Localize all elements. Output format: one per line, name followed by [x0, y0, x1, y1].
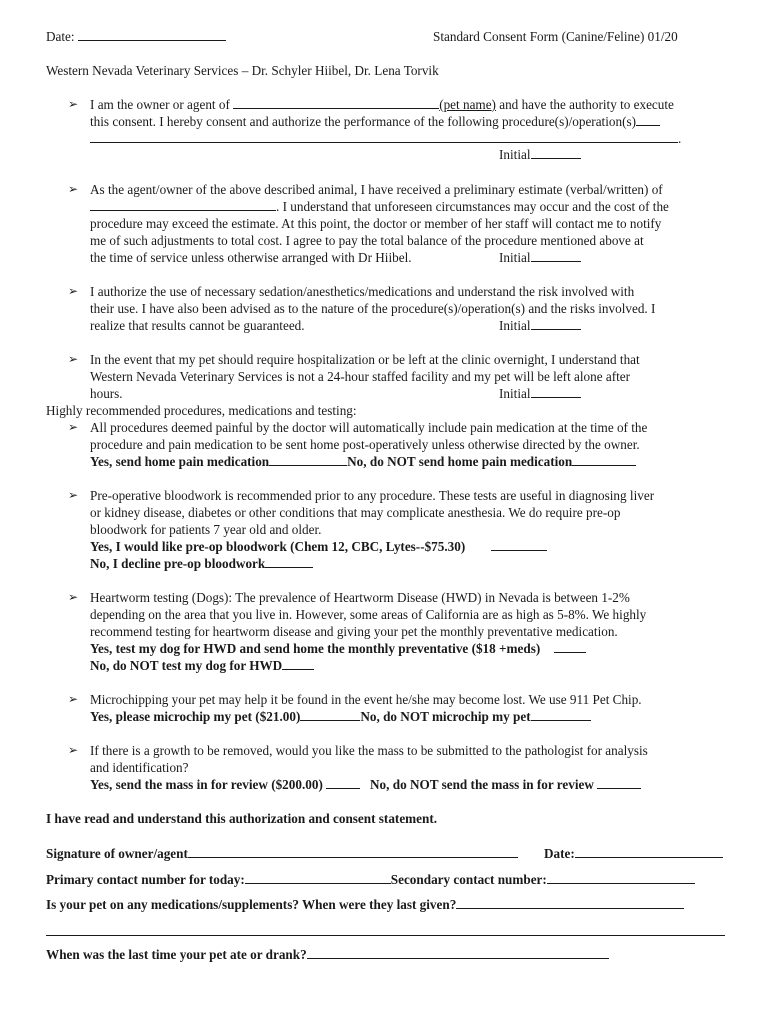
pain-yes-label: Yes, send home pain medication [90, 454, 270, 469]
arrow-bullet-icon: ➢ [68, 692, 79, 706]
estimate-amount-field[interactable] [90, 198, 276, 211]
hw-yes-label: Yes, test my dog for HWD and send home the monthly preventative ($18 +meds) [90, 641, 541, 656]
primary-contact-row [46, 871, 695, 888]
hw-text-3: recommend testing for heartworm disease and giving your pet the monthly preventative medication. [90, 624, 618, 639]
pain-no-field[interactable] [572, 453, 636, 466]
chip-no-label: No, do NOT microchip my pet [360, 709, 531, 724]
primary-contact-field[interactable] [245, 871, 391, 884]
owner-consent-item: ➢ I am the owner or agent of (pet name) and have the authority to execute this consent. I hereby consent and authorize the performance of the following procedure(s)/operation(s) . Initial [68, 97, 682, 162]
initial-field[interactable] [531, 317, 581, 330]
owner-text-1: I am the owner or agent of [90, 97, 230, 112]
owner-initial [499, 146, 581, 163]
medications-label: Is your pet on any medications/supplements? When were they last given? [46, 897, 457, 912]
arrow-bullet-icon: ➢ [68, 182, 79, 196]
initial-label: Initial [499, 318, 531, 333]
estimate-item [68, 181, 725, 266]
form-title: Standard Consent Form (Canine/Feline) 01/20 [433, 29, 678, 44]
hw-text-2: depending on the area that you live in. However, some areas of California are as high as 5-8%. We highly [90, 607, 647, 622]
initial-field[interactable] [531, 385, 581, 398]
primary-contact-label: Primary contact number for today: [46, 872, 245, 887]
pain-text-2: procedure and pain medication to be sent home post-operatively unless otherwise directed by the owner. [90, 437, 640, 452]
medications-field-1[interactable] [456, 896, 684, 909]
secondary-contact-field[interactable] [547, 871, 695, 884]
bloodwork-item [68, 487, 725, 572]
initial-field[interactable] [531, 146, 581, 159]
sedation-text-2: their use. I have also been advised as to the nature of the procedure(s)/operation(s) and the risks involved. I [90, 301, 656, 316]
header-date [46, 28, 226, 45]
microchip-item [68, 691, 725, 725]
sedation-text-1: I authorize the use of necessary sedation/anesthetics/medications and understand the risk involved with [90, 284, 635, 299]
signature-date-field[interactable] [575, 845, 723, 858]
arrow-bullet-icon: ➢ [68, 420, 79, 434]
ate-drank-field[interactable] [307, 946, 609, 959]
mass-text-1: If there is a growth to be removed, would you like the mass to be submitted to the pathologist for analysis [90, 743, 648, 758]
estimate-initial [499, 249, 581, 266]
chip-yes-field[interactable] [300, 708, 360, 721]
arrow-bullet-icon: ➢ [68, 284, 79, 298]
medications-row [46, 896, 684, 913]
hospitalization-item [68, 351, 725, 402]
estimate-text-2: . I understand that unforeseen circumstances may occur and the cost of the [276, 199, 669, 214]
signature-field[interactable] [188, 845, 518, 858]
clinic-name: Western Nevada Veterinary Services – Dr. Schyler Hiibel, Dr. Lena Torvik [46, 63, 439, 78]
blood-yes-field[interactable] [491, 538, 547, 551]
header-date-label: Date: [46, 29, 75, 44]
pain-no-label: No, do NOT send home pain medication [347, 454, 573, 469]
mass-yes-label: Yes, send the mass in for review ($200.00) [90, 777, 323, 792]
hosp-text-3: hours. [90, 386, 123, 401]
pain-med-item [68, 419, 725, 470]
procedure-field-2[interactable] [90, 130, 678, 143]
owner-text-3: this consent. I hereby consent and authorize the performance of the following procedure(s)/operation(s) [90, 114, 636, 129]
sedation-text-3: realize that results cannot be guaranteed. [90, 318, 305, 333]
arrow-bullet-icon: ➢ [68, 352, 79, 366]
header-date-field[interactable] [78, 28, 226, 41]
hosp-text-1: In the event that my pet should require hospitalization or be left at the clinic overnight, I understand that [90, 352, 640, 367]
blood-no-label: No, I decline pre-op bloodwork [90, 556, 266, 571]
estimate-text-1: As the agent/owner of the above described animal, I have received a preliminary estimate (verbal/written) of [90, 182, 663, 197]
hw-text-1: Heartworm testing (Dogs): The prevalence of Heartworm Disease (HWD) in Nevada is between 1-2% [90, 590, 630, 605]
pet-name-field[interactable] [233, 96, 439, 109]
blood-text-1: Pre-operative bloodwork is recommended prior to any procedure. These tests are useful in diagnosing liver [90, 488, 655, 503]
hw-yes-field[interactable] [554, 640, 586, 653]
blood-text-3: bloodwork for patients 7 year old and older. [90, 522, 322, 537]
initial-label: Initial [499, 386, 531, 401]
initial-label: Initial [499, 250, 531, 265]
hw-no-label: No, do NOT test my dog for HWD [90, 658, 283, 673]
blood-text-2: or kidney disease, diabetes or other conditions that may complicate anesthesia. We do require pre-op [90, 505, 621, 520]
mass-text-2: and identification? [90, 760, 189, 775]
mass-yes-field[interactable] [326, 776, 360, 789]
ate-drank-label: When was the last time your pet ate or drank? [46, 947, 307, 962]
recommended-heading: Highly recommended procedures, medications and testing: [46, 403, 357, 418]
medications-field-2[interactable] [46, 935, 725, 936]
estimate-text-3: procedure may exceed the estimate. At this point, the doctor or member of her staff will contact me to notify [90, 216, 662, 231]
secondary-contact-label: Secondary contact number: [390, 872, 547, 887]
sedation-initial [499, 317, 581, 334]
ate-drank-row [46, 946, 609, 963]
chip-no-field[interactable] [531, 708, 591, 721]
initial-label: Initial [499, 147, 531, 162]
heartworm-item [68, 589, 725, 674]
signature-date-label: Date: [544, 846, 575, 861]
arrow-bullet-icon: ➢ [68, 743, 79, 757]
mass-no-label: No, do NOT send the mass in for review [370, 777, 594, 792]
signature-row [46, 845, 518, 862]
arrow-bullet-icon: ➢ [68, 590, 79, 604]
hw-no-field[interactable] [282, 657, 314, 670]
hosp-text-2: Western Nevada Veterinary Services is not a 24-hour staffed facility and my pet will be left alone after [90, 369, 631, 384]
procedure-field-1[interactable] [636, 113, 660, 126]
read-statement: I have read and understand this authorization and consent statement. [46, 811, 438, 826]
blood-no-field[interactable] [265, 555, 313, 568]
mass-no-field[interactable] [597, 776, 641, 789]
chip-text-1: Microchipping your pet may help it be found in the event he/she may become lost. We use 911 Pet Chip. [90, 692, 642, 707]
blood-yes-label: Yes, I would like pre-op bloodwork (Chem 12, CBC, Lytes--$75.30) [90, 539, 466, 554]
chip-yes-label: Yes, please microchip my pet ($21.00) [90, 709, 301, 724]
sedation-item [68, 283, 725, 334]
signature-label: Signature of owner/agent [46, 846, 188, 861]
pain-yes-field[interactable] [269, 453, 347, 466]
estimate-text-5: the time of service unless otherwise arranged with Dr Hiibel. [90, 250, 412, 265]
initial-field[interactable] [531, 249, 581, 262]
hosp-initial [499, 385, 581, 402]
arrow-bullet-icon: ➢ [68, 97, 79, 111]
signature-date [544, 845, 723, 862]
estimate-text-4: me of such adjustments to total cost. I agree to pay the total balance of the procedure mentioned above at [90, 233, 644, 248]
owner-text-2: and have the authority to execute [499, 97, 674, 112]
pet-name-label: (pet name) [439, 97, 496, 112]
arrow-bullet-icon: ➢ [68, 488, 79, 502]
mass-item [68, 742, 725, 793]
pain-text-1: All procedures deemed painful by the doctor will automatically include pain medication at the time of the [90, 420, 648, 435]
